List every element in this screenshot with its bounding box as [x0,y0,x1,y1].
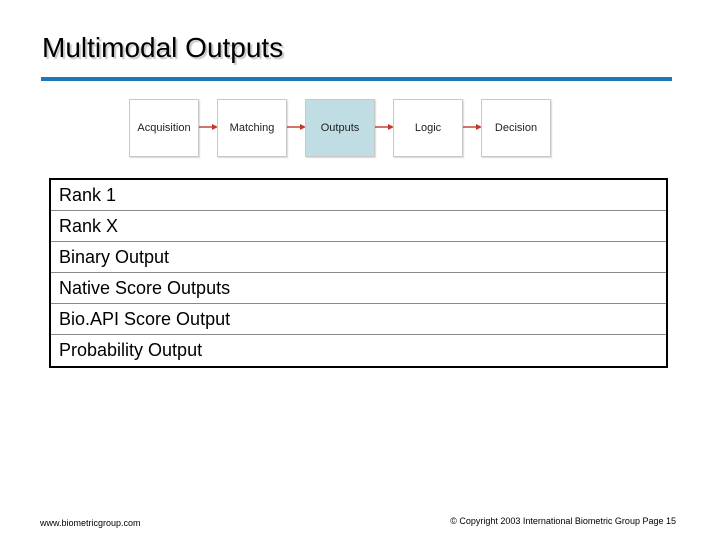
table-row: Rank X [51,211,666,242]
outputs-table [49,178,668,368]
table-row: Probability Output [59,340,203,360]
footer-copyright: © Copyright 2003 International Biometric Group [450,516,640,526]
flow-step-outputs: Outputs [305,99,375,157]
table-row: Binary Output [51,242,666,273]
flow-arrow-icon [287,122,306,132]
footer-copyright-block [450,515,676,527]
title-underline [41,77,672,81]
flow-arrow-icon [199,122,218,132]
footer-url: www.biometricgroup.com [40,518,141,528]
flow-arrow-icon [375,122,394,132]
flow-arrow-icon [463,122,482,132]
flow-step-logic: Logic [393,99,463,157]
table-row: Bio.API Score Output [51,304,666,335]
table-row: Rank 1 [51,180,666,211]
process-flow-diagram [129,99,551,157]
flow-step-acquisition: Acquisition [129,99,199,157]
table-row: Native Score Outputs [51,273,666,304]
slide-title: Multimodal Outputs [42,32,284,63]
flow-step-matching: Matching [217,99,287,157]
flow-step-decision: Decision [481,99,551,157]
footer-page-number: Page 15 [642,516,676,526]
